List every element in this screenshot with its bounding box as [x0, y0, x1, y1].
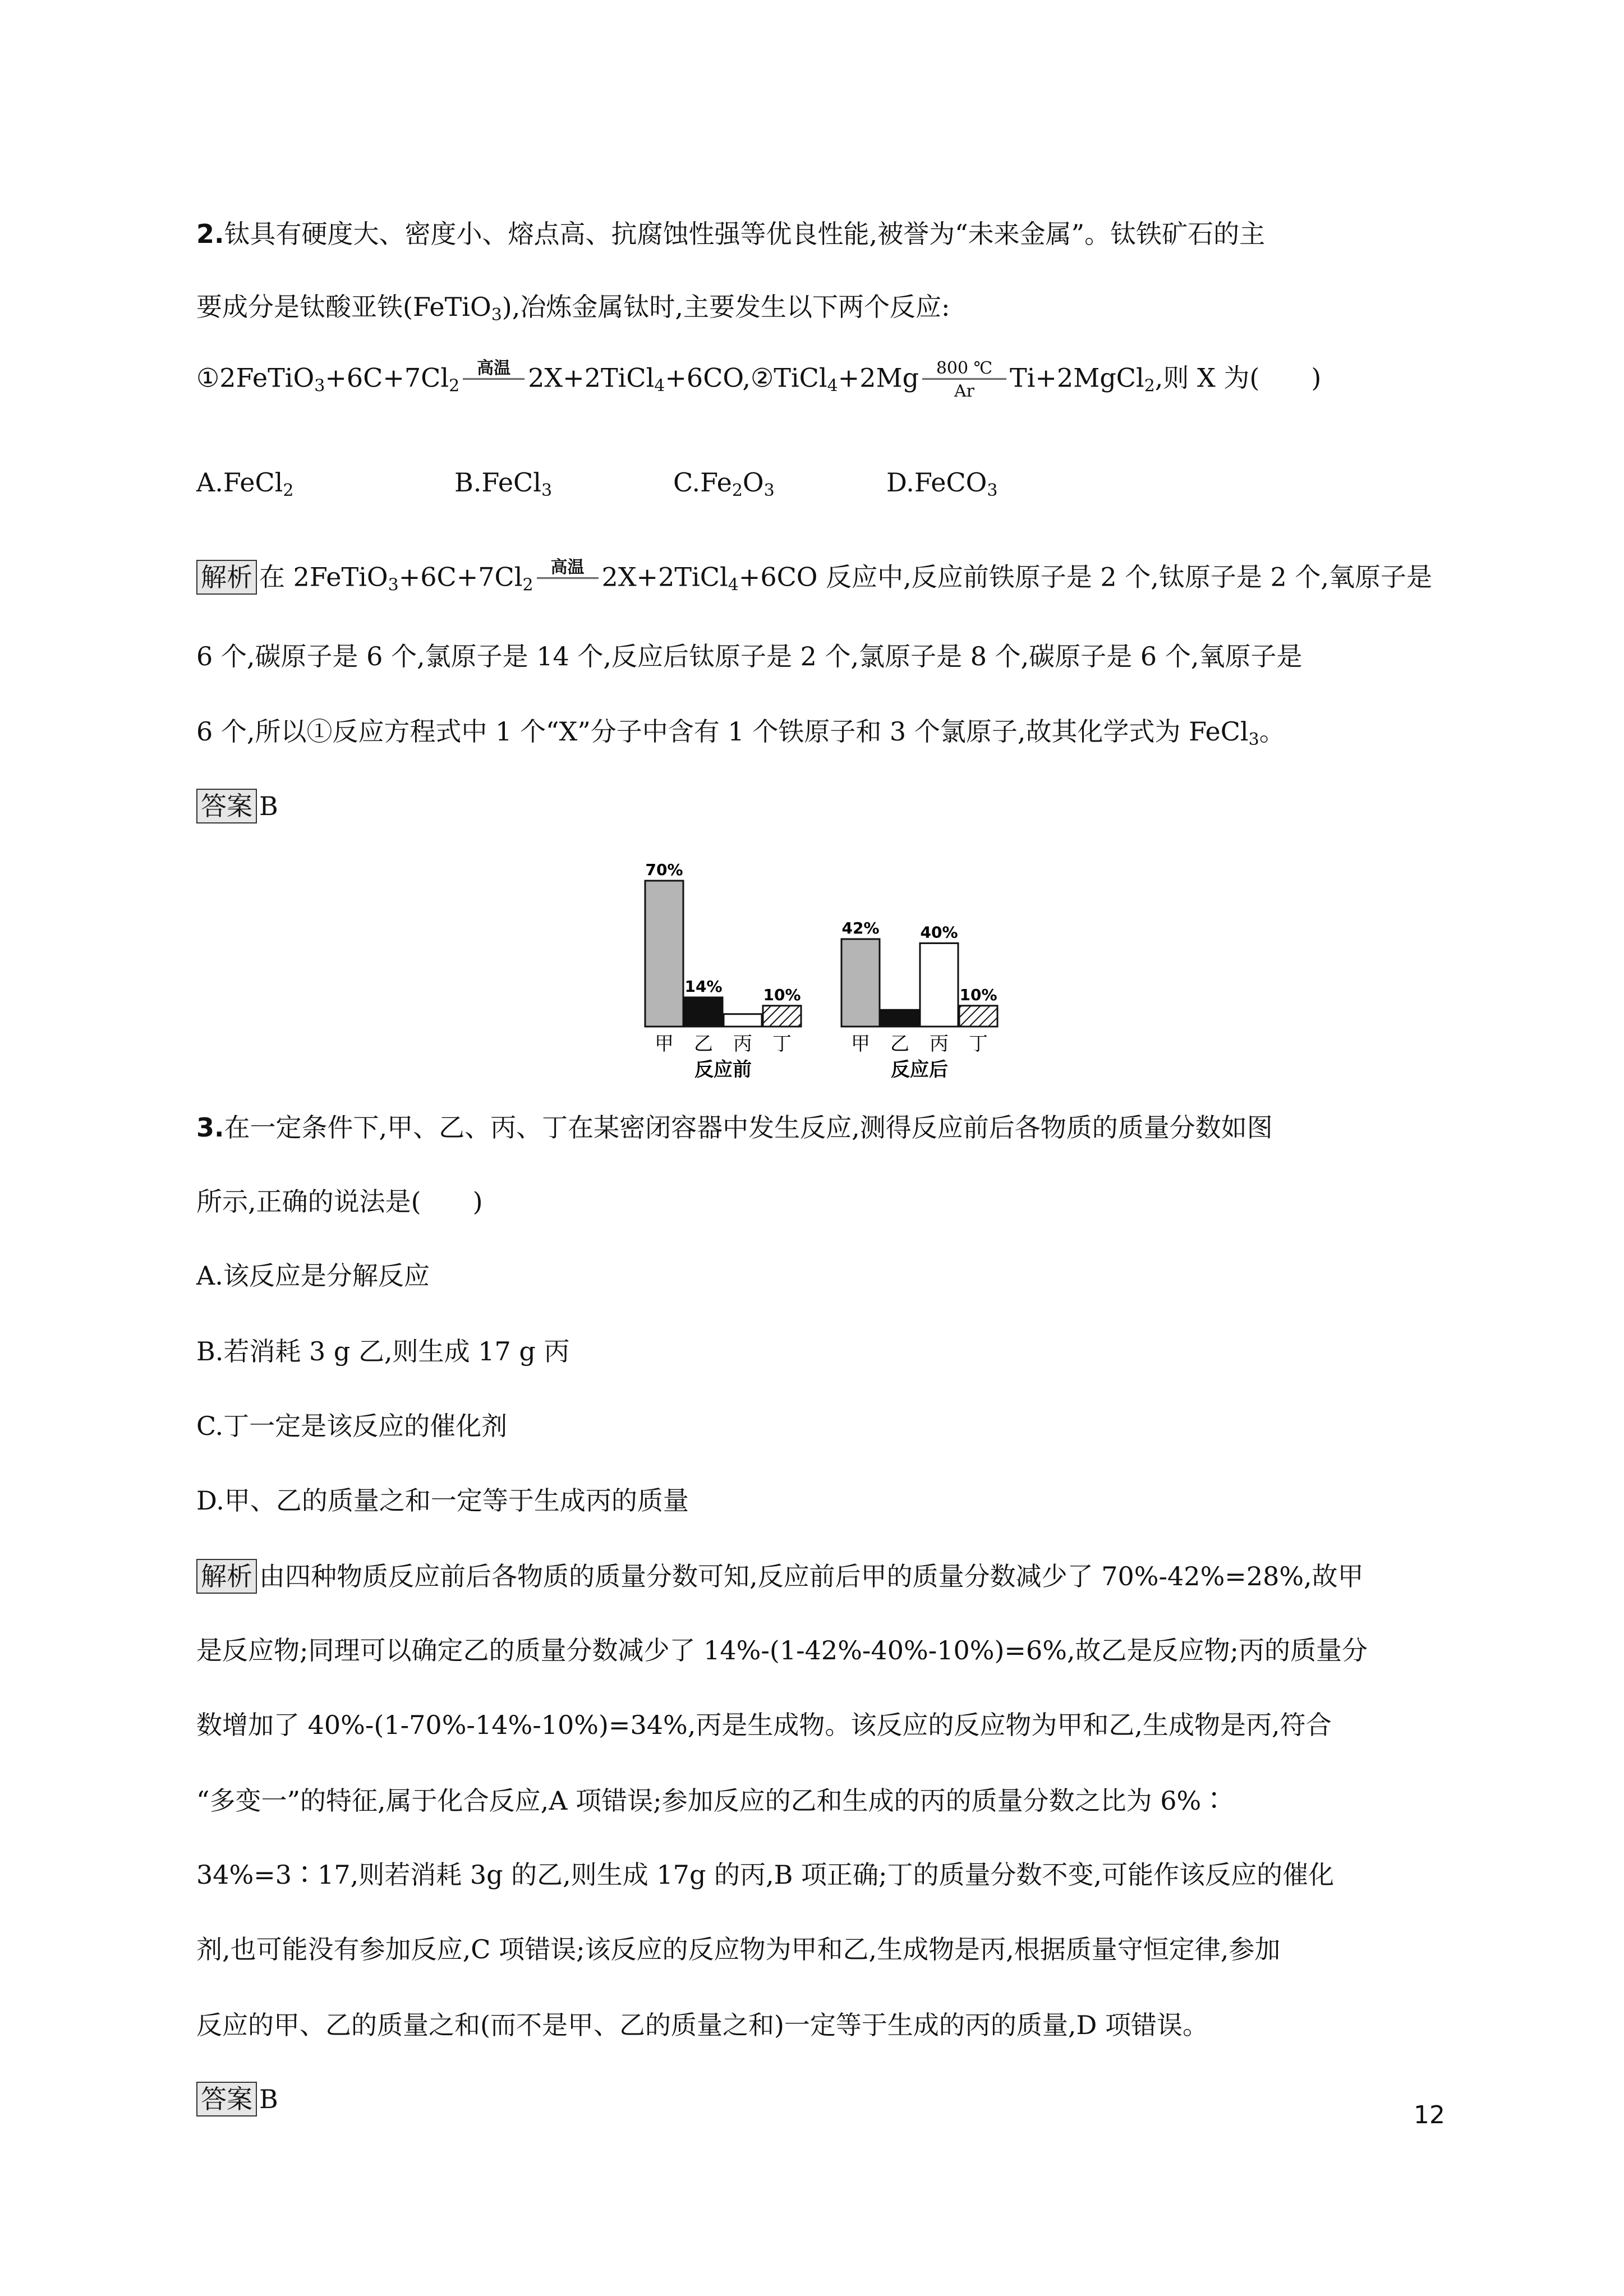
- q3-option-c: C.丁一定是该反应的催化剂: [196, 1411, 508, 1441]
- q3-analysis-line4: “多变一”的特征,属于化合反应,A 项错误;参加反应的乙和生成的丙的质量分数之比为 6%∶: [196, 1786, 1227, 1816]
- bar-label-0-1: 14%: [684, 977, 723, 996]
- q2-stem-line2: 要成分是钛酸亚铁(FeTiO$_3$),冶炼金属钛时,主要发生以下两个反应:: [196, 292, 950, 325]
- category-label-0-3: 丁: [772, 1033, 792, 1055]
- bar-label-1-3: 10%: [959, 985, 997, 1004]
- category-label-0-1: 乙: [694, 1033, 713, 1055]
- q3-option-a: A.该反应是分解反应: [196, 1260, 430, 1291]
- bar-1-3: [959, 1006, 997, 1027]
- q2-answer: 答案 B: [196, 788, 278, 824]
- bar-0-3: [763, 1006, 801, 1027]
- bar-0-2: [724, 1014, 762, 1027]
- group-label-0: 反应前: [694, 1059, 752, 1081]
- analysis-tag-q3: 解析: [196, 1559, 257, 1594]
- q3-stem-line1: 3.在一定条件下,甲、乙、丙、丁在某密闭容器中发生反应,测得反应前后各物质的质量分数如图: [196, 1112, 1273, 1143]
- condition-high-temp-2: 高温: [537, 558, 599, 600]
- q2-number: 2.: [196, 219, 224, 249]
- group-label-1: 反应后: [891, 1059, 948, 1081]
- answer-tag-q3: 答案: [196, 2082, 257, 2116]
- q2-analysis-line3: 6 个,所以①反应方程式中 1 个“X”分子中含有 1 个铁原子和 3 个氯原子,故其化学式为 FeCl$_3$。: [196, 716, 1285, 749]
- q2-option-b: B.FeCl$_3$: [454, 467, 553, 500]
- category-label-0-2: 丙: [733, 1033, 752, 1055]
- category-label-1-1: 乙: [890, 1033, 909, 1055]
- category-label-1-0: 甲: [851, 1033, 870, 1055]
- category-label-1-3: 丁: [969, 1033, 988, 1055]
- page-number: 12: [1414, 2101, 1445, 2129]
- q3-analysis-line2: 是反应物;同理可以确定乙的质量分数减少了 14%-(1-42%-40%-10%)=6%,故乙是反应物;丙的质量分: [196, 1635, 1368, 1665]
- q3-stem-line2: 所示,正确的说法是( ): [196, 1186, 483, 1217]
- category-label-1-2: 丙: [930, 1033, 949, 1055]
- condition-800c-ar: 800 ℃ Ar: [922, 359, 1006, 401]
- mass-fraction-bar-chart: [623, 858, 1004, 1083]
- q3-option-d: D.甲、乙的质量之和一定等于生成丙的质量: [196, 1485, 689, 1516]
- bar-label-1-2: 40%: [920, 923, 958, 942]
- q2-options: [196, 464, 1144, 500]
- q3-analysis-line6: 剂,也可能没有参加反应,C 项错误;该反应的反应物为甲和乙,生成物是丙,根据质量守恒定律,参加: [196, 1934, 1281, 1964]
- q2-equations: $①2FeTiO_3+6C+7Cl_2$ 高温 2X+2TiCl$_4$+6CO,②TiCl$_4$+2Mg 800 ℃ Ar Ti+2MgCl$_2$,则 X 为( ): [196, 358, 1322, 401]
- q2-analysis-line2: 6 个,碳原子是 6 个,氯原子是 14 个,反应后钛原子是 2 个,氯原子是 8 个,碳原子是 6 个,氧原子是: [196, 641, 1303, 671]
- category-label-0-0: 甲: [655, 1033, 674, 1055]
- bar-0-1: [684, 997, 723, 1027]
- q3-analysis-line1: 解析 由四种物质反应前后各物质的质量分数可知,反应前后甲的质量分数减少了 70%-42%=28%,故甲: [196, 1558, 1364, 1594]
- q2-option-d: D.FeCO$_3$: [886, 467, 998, 500]
- q2-stem-line1: 2.钛具有硬度大、密度小、熔点高、抗腐蚀性强等优良性能,被誉为“未来金属”。钛铁矿石的主: [196, 219, 1266, 249]
- q3-number: 3.: [196, 1112, 224, 1143]
- q3-analysis-line3: 数增加了 40%-(1-70%-14%-10%)=34%,丙是生成物。该反应的反应物为甲和乙,生成物是丙,符合: [196, 1710, 1332, 1740]
- bar-label-0-3: 10%: [763, 985, 801, 1004]
- q2-analysis-line1: 解析 在 $2FeTiO_3+6C+7Cl_2$ 高温 2X+2TiCl$_4$+6CO 反应中,反应前铁原子是 2 个,钛原子是 2 个,氧原子是: [196, 558, 1432, 600]
- analysis-tag: 解析: [196, 560, 257, 595]
- bar-0-0: [645, 881, 683, 1027]
- q3-analysis-line5: 34%=3∶17,则若消耗 3g 的乙,则生成 17g 的丙,B 项正确;丁的质量分数不变,可能作该反应的催化: [196, 1860, 1335, 1890]
- q3-analysis-line7: 反应的甲、乙的质量之和(而不是甲、乙的质量之和)一定等于生成的丙的质量,D 项错误。: [196, 2010, 1209, 2040]
- bar-label-0-0: 70%: [645, 861, 683, 879]
- q3-option-b: B.若消耗 3 g 乙,则生成 17 g 丙: [196, 1336, 570, 1366]
- q2-option-a: A.FeCl$_2$: [196, 467, 294, 500]
- condition-high-temp: 高温: [463, 359, 525, 401]
- bar-1-2: [920, 943, 958, 1027]
- answer-tag: 答案: [196, 789, 257, 823]
- q2-option-c: $C.Fe_2O_3$: [673, 467, 775, 500]
- bar-1-0: [841, 939, 880, 1027]
- q3-answer: 答案 B: [196, 2081, 278, 2117]
- bar-1-1: [881, 1010, 919, 1027]
- bar-label-1-0: 42%: [841, 919, 880, 937]
